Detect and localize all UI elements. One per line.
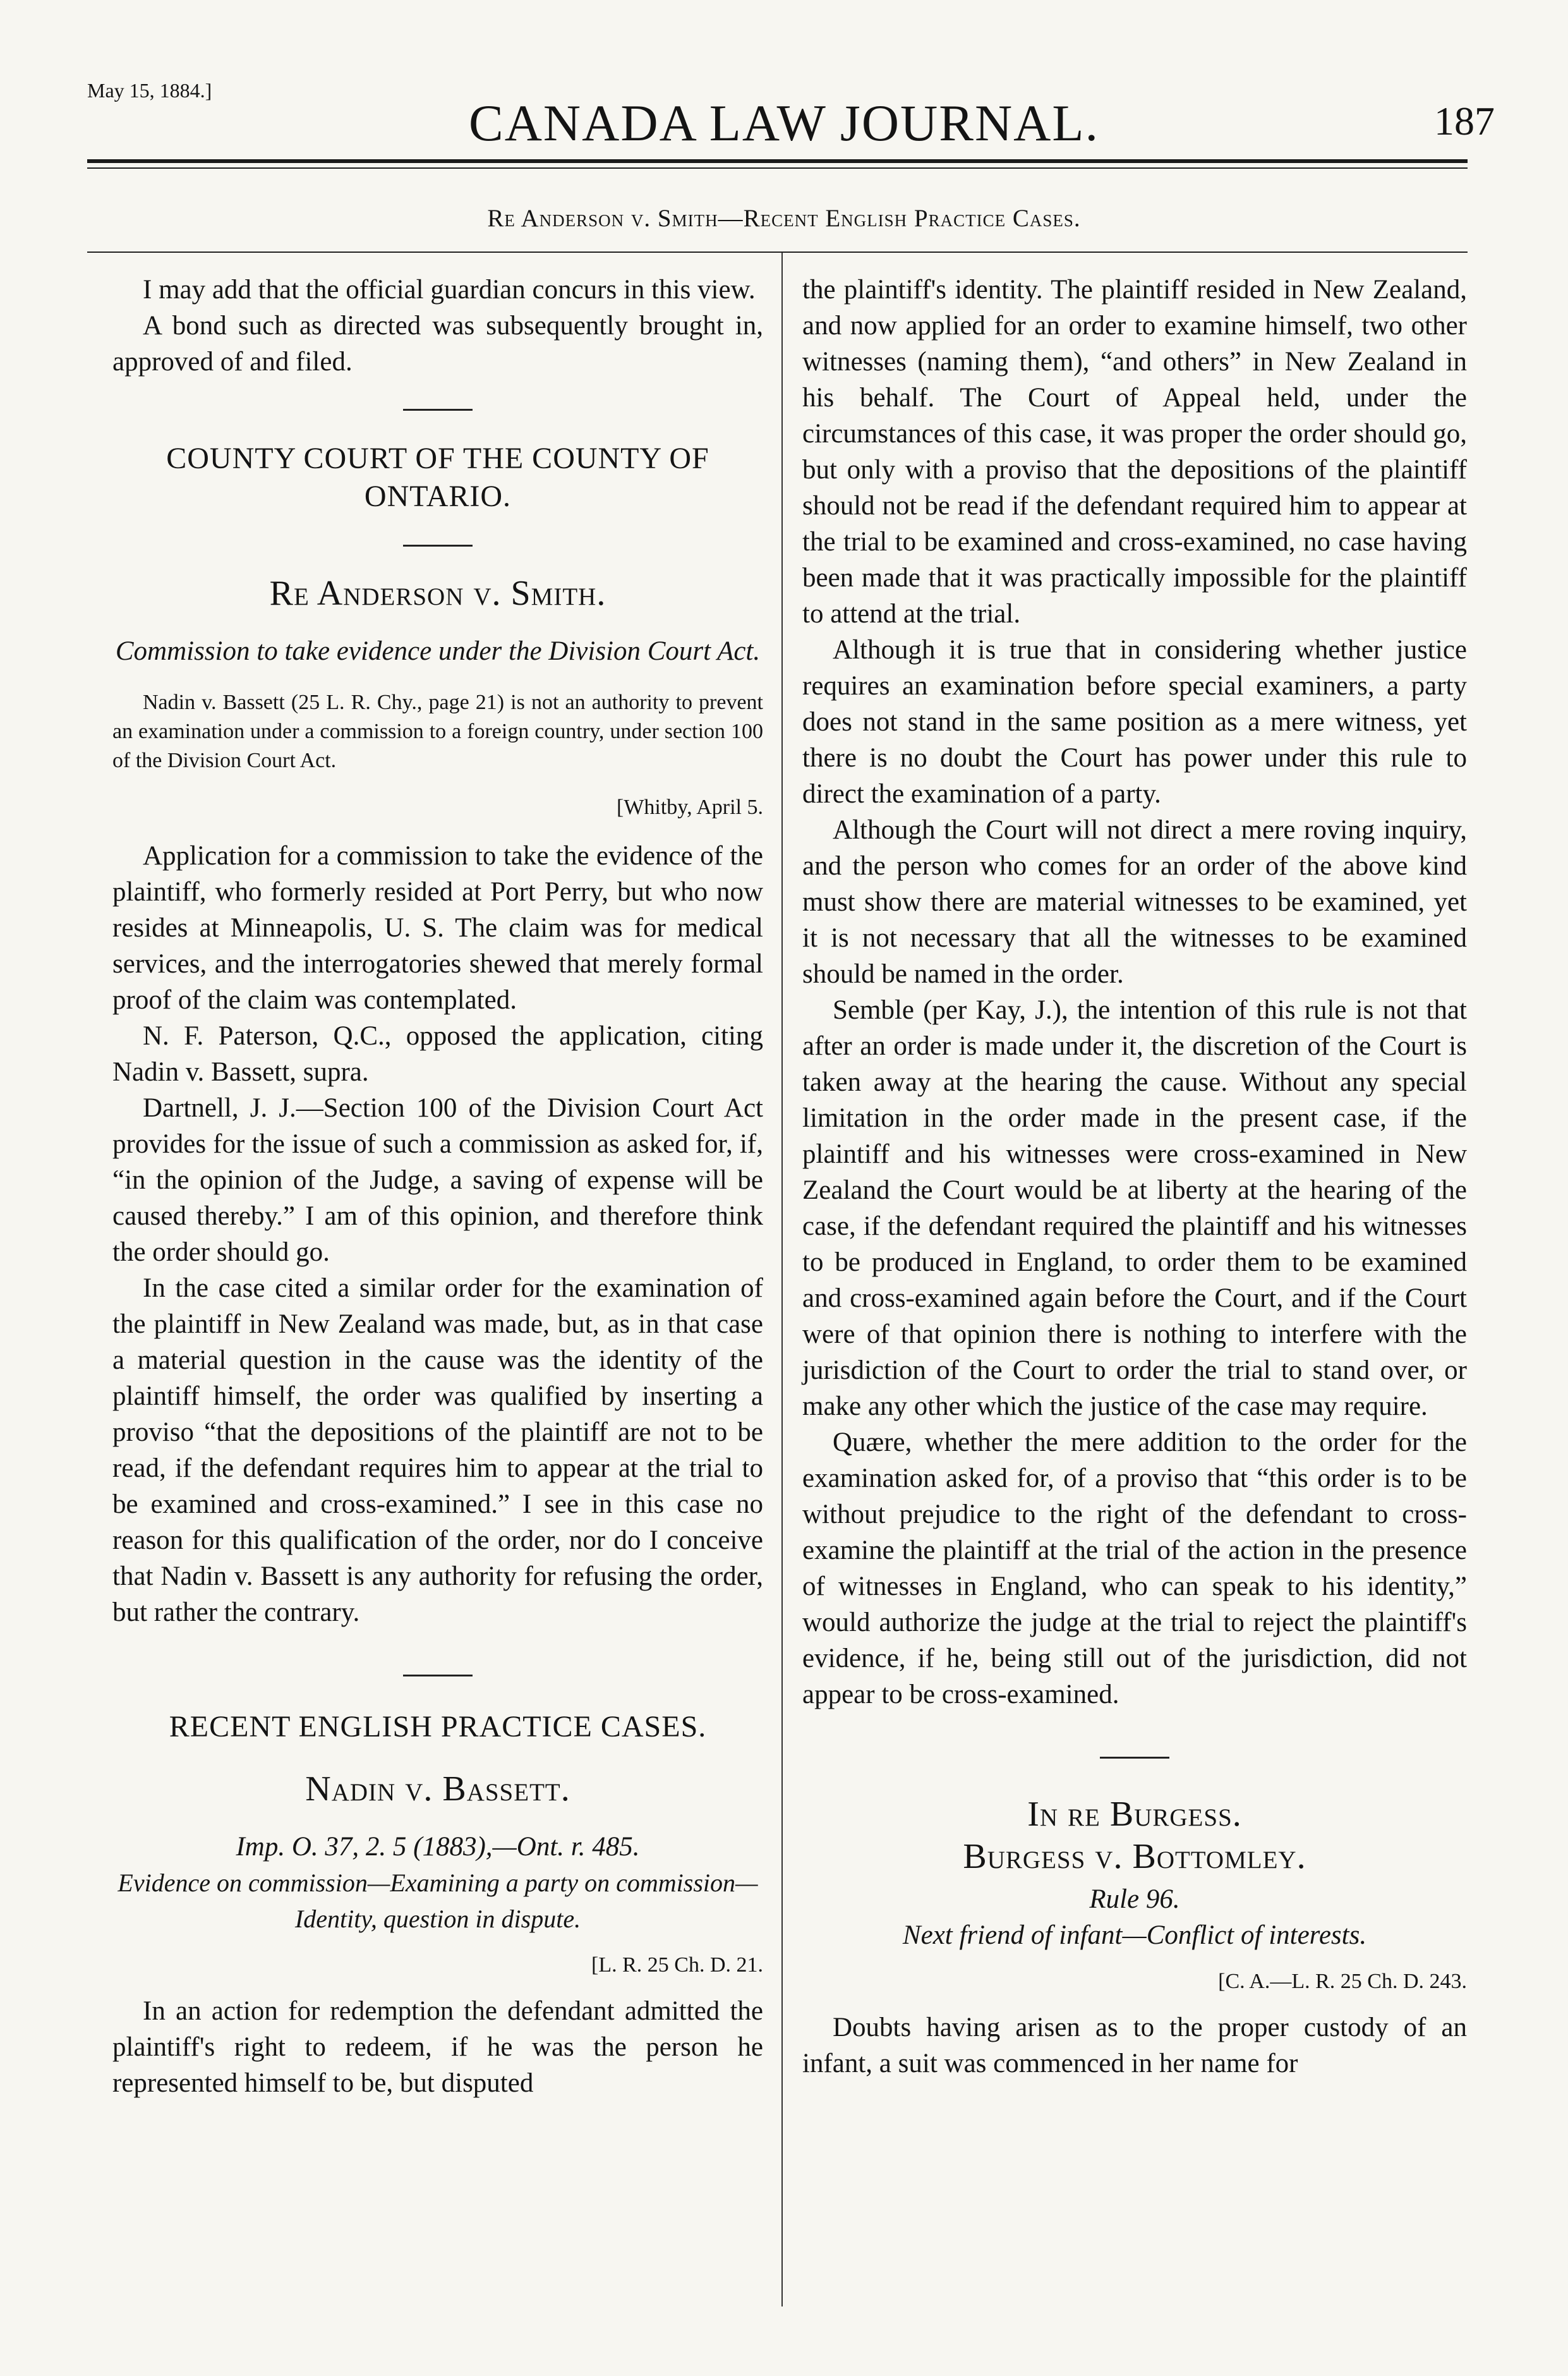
case-citation: Imp. O. 37, 2. 5 (1883),—Ont. r. 485. xyxy=(236,1832,640,1862)
headnote: Nadin v. Bassett (25 L. R. Chy., page 21) is not an authority to prevent an examination under a commission to a foreign country, under section 100 of the Division Court Act. xyxy=(112,691,763,772)
journal-title: CANADA LAW JOURNAL. xyxy=(469,94,1099,152)
case-subtitle: Burgess v. Bottomley. xyxy=(963,1837,1306,1876)
running-title-rule xyxy=(87,252,1468,253)
paragraph: Doubts having arisen as to the proper custody of an infant, a suit was commenced in her name for xyxy=(802,2013,1467,2078)
case-place: [Whitby, April 5. xyxy=(617,796,763,819)
paragraph: Application for a commission to take the evidence of the plaintiff, who formerly resided at Port Perry, but who now resides at Minneapolis, U. S. The claim was for medical services, and the interrogatories shewed that merely formal proof of the claim was contemplated. xyxy=(112,841,763,1015)
paragraph: Although it is true that in considering whether justice requires an examination before special examiners, a party does not stand in the same position as a mere witness, yet there is no doubt the Court has power under this rule to direct the examination of a party. xyxy=(802,635,1467,809)
case-subject: Commission to take evidence under the Division Court Act. xyxy=(115,636,761,666)
paragraph: Quære, whether the mere addition to the order for the examination asked for, of a proviso that “this order is to be without prejudice to the right of the defendant to cross-examine the plaintiff at the trial of the action in the presence of witnesses in England, who can speak to his identity,” would authorize the judge at the trial to reject the plaintiff's evidence, if he, being still out of the jurisdiction, did not appear to be cross-examined. xyxy=(802,1427,1467,1709)
right-column xyxy=(802,272,1467,2082)
page-number: 187 xyxy=(1434,99,1495,143)
court-heading: COUNTY COURT OF THE COUNTY OF ONTARIO. xyxy=(166,442,709,513)
section-divider xyxy=(1100,1757,1169,1759)
case-title: Re Anderson v. Smith. xyxy=(269,574,606,613)
paragraph: Semble (per Kay, J.), the intention of this rule is not that after an order is made under it, the discretion of the Court is taken away at the hearing the cause. Without any special limitation in the order made in the present case, if the plaintiff and his witnesses were cross-examined in New Zealand the Court would be at liberty at the hearing of the case, if the defendant required the plaintiff and his witnesses to be produced in England, to order them to be examined and cross-examined again before the Court, and if the Court were of that opinion there is nothing to interfere with the jurisdiction of the Court to order the trial to stand over, or make any other which the justice of the case may require. xyxy=(802,995,1467,1421)
paragraph: Dartnell, J. J.—Section 100 of the Division Court Act provides for the issue of such a commission as asked for, if, “in the opinion of the Judge, a saving of expense will be caused thereby.” I am of this opinion, and therefore think the order should go. xyxy=(112,1093,763,1267)
paragraph: the plaintiff's identity. The plaintiff resided in New Zealand, and now applied for an order to examine himself, two other witnesses (naming them), “and others” in New Zealand in his behalf. The Court of Appeal held, under the circumstances of this case, it was proper the order should go, but only with a proviso that the depositions of the plaintiff should not be read if the defendant required him to appear at the trial to be examined and cross-examined, no case having been made that it was practically impossible for the plaintiff to attend at the trial. xyxy=(802,275,1467,629)
header-rule-thin xyxy=(87,167,1468,169)
header-rule xyxy=(87,159,1468,163)
paragraph: N. F. Paterson, Q.C., opposed the application, citing Nadin v. Bassett, supra. xyxy=(112,1021,763,1087)
case-title: In re Burgess. xyxy=(1027,1795,1242,1834)
column-divider xyxy=(781,253,783,2306)
section-divider xyxy=(403,1675,473,1676)
paragraph: In the case cited a similar order for the examination of the plaintiff in New Zealand was made, but, as in that case a material question in the cause was the identity of the plaintiff himself, the order was qualified by inserting a proviso “that the depositions of the plaintiff are not to be read, if the defendant requires him to appear at the trial to be examined and cross-examined.” I see in this case no reason for this qualification of the order, nor do I conceive that Nadin v. Bassett is any authority for refusing the order, but rather the contrary. xyxy=(112,1273,763,1627)
section-divider xyxy=(403,545,473,547)
paragraph: Although the Court will not direct a mere roving inquiry, and the person who comes for an order of the above kind must show there are material witnesses to be examined, yet it is not necessary that all the witnesses to be examined should be named in the order. xyxy=(802,815,1467,989)
left-column xyxy=(112,272,763,2101)
case-subject: Evidence on commission—Examining a party on commission—Identity, question in dispute. xyxy=(118,1869,758,1933)
case-report: [C. A.—L. R. 25 Ch. D. 243. xyxy=(1218,1970,1467,1993)
case-subject: Next friend of infant—Conflict of interests. xyxy=(902,1920,1367,1950)
case-rule: Rule 96. xyxy=(1089,1884,1180,1914)
section-heading: RECENT ENGLISH PRACTICE CASES. xyxy=(169,1710,707,1743)
running-title: Re Anderson v. Smith—Recent English Practice Cases. xyxy=(487,205,1081,232)
page-header xyxy=(0,0,1568,232)
paragraph: I may add that the official guardian concurs in this view. xyxy=(143,275,756,305)
case-report: [L. R. 25 Ch. D. 21. xyxy=(591,1953,763,1977)
case-title: Nadin v. Bassett. xyxy=(305,1769,570,1809)
section-divider xyxy=(403,409,473,411)
issue-date: May 15, 1884.] xyxy=(87,79,212,102)
paragraph: A bond such as directed was subsequently brought in, approved of and filed. xyxy=(112,311,763,377)
paragraph: In an action for redemption the defendant admitted the plaintiff's right to redeem, if he was the person he represented himself to be, but disputed xyxy=(112,1996,763,2098)
